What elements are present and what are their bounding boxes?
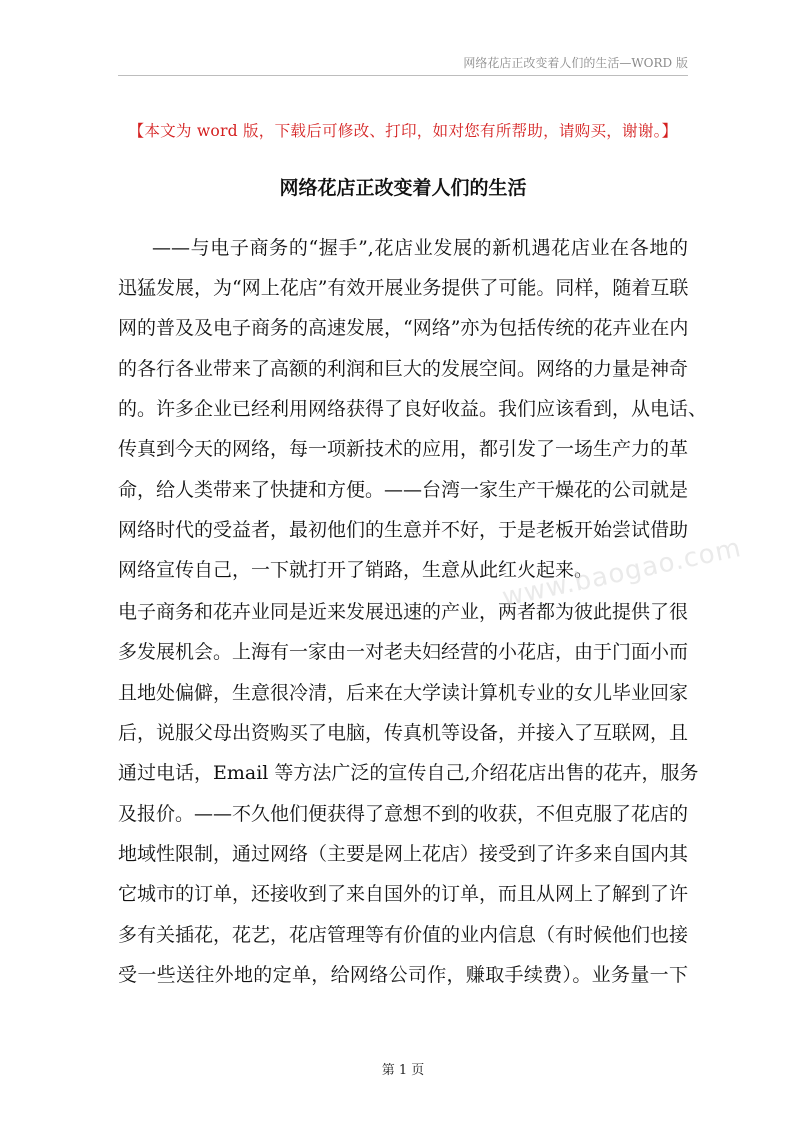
paragraph-1-line-4: 的各行各业带来了高额的利润和巨大的发展空间。网络的力量是神奇 <box>118 358 689 380</box>
paragraph-1-line-3: 网的普及及电子商务的高速发展，“网络”亦为包括传统的花卉业在内 <box>118 317 689 339</box>
watermark: www.baogao.com <box>499 532 745 614</box>
paragraph-2-line-6: 及报价。——不久他们便获得了意想不到的收获，不但克服了花店的 <box>118 803 689 825</box>
word-version-notice: 【本文为 word 版，下载后可修改、打印，如对您有所帮助，请购买，谢谢。】 <box>128 122 678 140</box>
paragraph-2-line-7: 地域性限制，通过网络（主要是网上花店）接受到了许多来自国内其 <box>118 843 689 865</box>
paragraph-2-line-4: 后，说服父母出资购买了电脑，传真机等设备，并接入了互联网，且 <box>118 722 689 744</box>
running-header: 网络花店正改变着人们的生活—WORD 版 <box>463 56 688 70</box>
paragraph-2-line-10: 受一些送往外地的定单，给网络公司作，赚取手续费）。业务量一下 <box>118 964 688 986</box>
paragraph-1-line-2: 迅猛发展，为“网上花店”有效开展业务提供了可能。同样，随着互联 <box>118 277 689 299</box>
paragraph-1-line-9: 网络宣传自己，一下就打开了销路，生意从此红火起来。 <box>118 559 594 581</box>
paragraph-2-line-3: 且地处偏僻，生意很冷清，后来在大学读计算机专业的女儿毕业回家 <box>118 682 689 704</box>
paragraph-2-line-8: 它城市的订单，还接收到了来自国外的订单，而且从网上了解到了许 <box>118 883 689 905</box>
paragraph-1-line-8: 网络时代的受益者，最初他们的生意并不好，于是老板开始尝试借助 <box>118 519 689 541</box>
paragraph-1-line-7: 命，给人类带来了快捷和方便。——台湾一家生产干燥花的公司就是 <box>118 479 689 501</box>
paragraph-1-line-5: 的。许多企业已经利用网络获得了良好收益。我们应该看到，从电话、 <box>118 398 708 420</box>
paragraph-2-line-2: 多发展机会。上海有一家由一对老夫妇经营的小花店，由于门面小而 <box>118 641 689 663</box>
paragraph-2-line-1: 电子商务和花卉业同是近来发展迅速的产业，两者都为彼此提供了很 <box>118 601 689 623</box>
page-number: 第 1 页 <box>381 1063 425 1078</box>
document-title: 网络花店正改变着人们的生活 <box>279 177 527 199</box>
paragraph-1-line-6: 传真到今天的网络，每一项新技术的应用，都引发了一场生产力的革 <box>118 438 689 460</box>
paragraph-2-line-9: 多有关插花，花艺，花店管理等有价值的业内信息（有时候他们也接 <box>118 924 689 946</box>
paragraph-2-line-5: 通过电话，Email 等方法广泛的宣传自己,介绍花店出售的花卉，服务 <box>118 762 699 784</box>
header-rule <box>118 75 688 76</box>
paragraph-1-line-1: ——与电子商务的“握手”,花店业发展的新机遇花店业在各地的 <box>152 237 688 259</box>
